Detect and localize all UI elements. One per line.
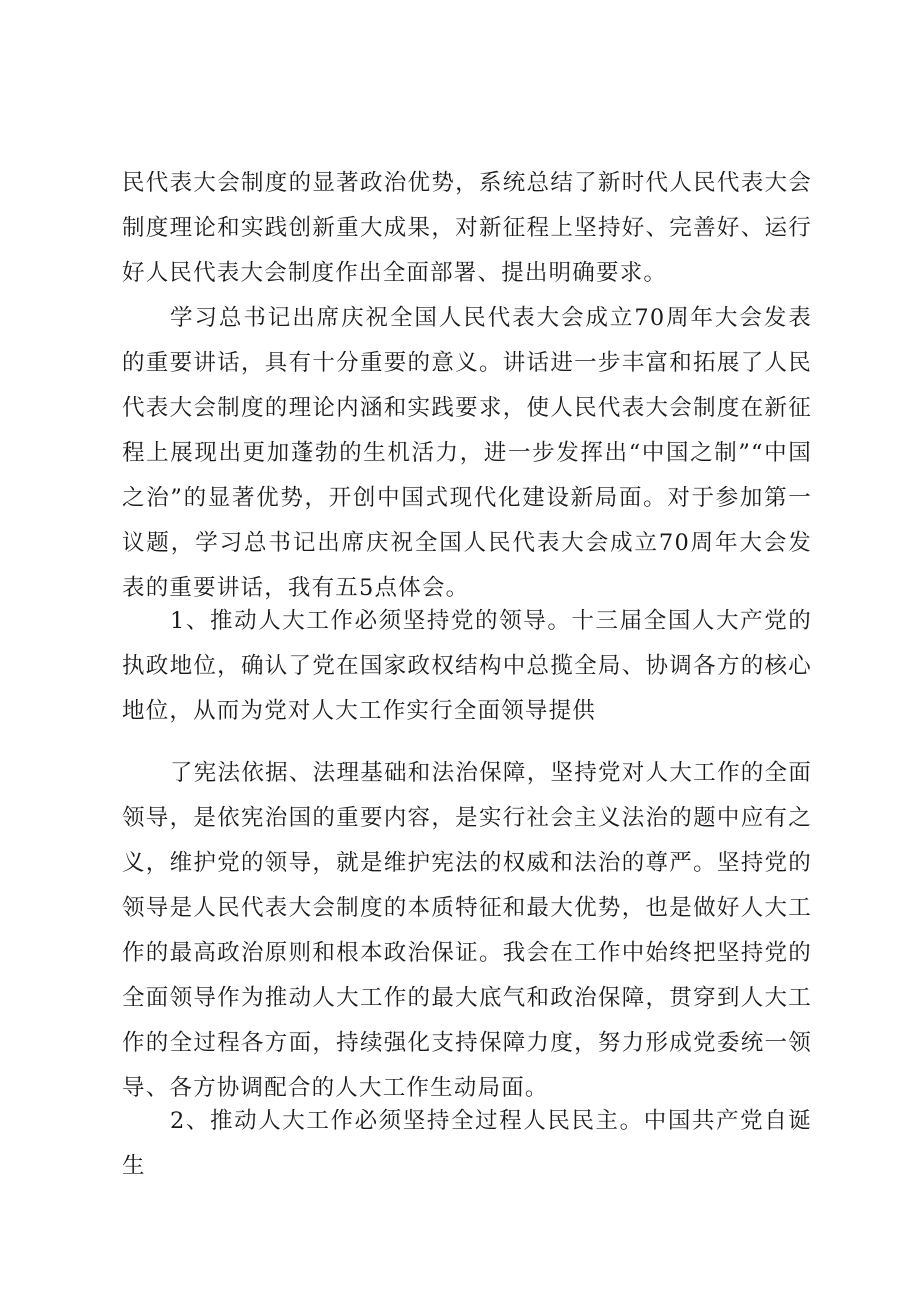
paragraph-study-significance: 学习总书记出席庆祝全国人民代表大会成立70周年大会发表的重要讲话，具有十分重要的意义。讲话进一步丰富和拓展了人民代表大会制度的理论内涵和实践要求，使人民代表大会制度在新征程上展现出更加蓬勃的生机活力，进一步发挥出“中国之制”“中国之治”的显著优势，开创中国式现代化建设新局面。对于参加第一议题，学习总书记出席庆祝全国人民代表大会成立70周年大会发表的重要讲话，我有五5点体会。 <box>122 305 812 601</box>
paragraph-point-1-continued: 了宪法依据、法理基础和法治保障，坚持党对人大工作的全面领导，是依宪治国的重要内容，是实行社会主义法治的题中应有之义，维护党的领导，就是维护宪法的权威和法治的尊严。坚持党的领导是人民代表大会制度的本质特征和最大优势，也是做好人大工作的最高政治原则和根本政治保证。我会在工作中始终把坚持党的全面领导作为推动人大工作的最大底气和政治保障，贯穿到人大工作的全过程各方面，持续强化支持保障力度，努力形成党委统一领导、各方协调配合的人大工作生动局面。 <box>122 760 812 1101</box>
paragraph-continuation: 民代表大会制度的显著政治优势，系统总结了新时代人民代表大会制度理论和实践创新重大成果，对新征程上坚持好、完善好、运行好人民代表大会制度作出全面部署、提出明确要求。 <box>122 170 812 286</box>
paragraph-point-1: 1、推动人大工作必须坚持党的领导。十三届全国人大产党的执政地位，确认了党在国家政权结构中总揽全局、协调各方的核心地位，从而为党对人大工作实行全面领导提供 <box>122 608 812 724</box>
paragraph-point-2: 2、推动人大工作必须坚持全过程人民民主。中国共产党自诞生 <box>122 1108 812 1179</box>
